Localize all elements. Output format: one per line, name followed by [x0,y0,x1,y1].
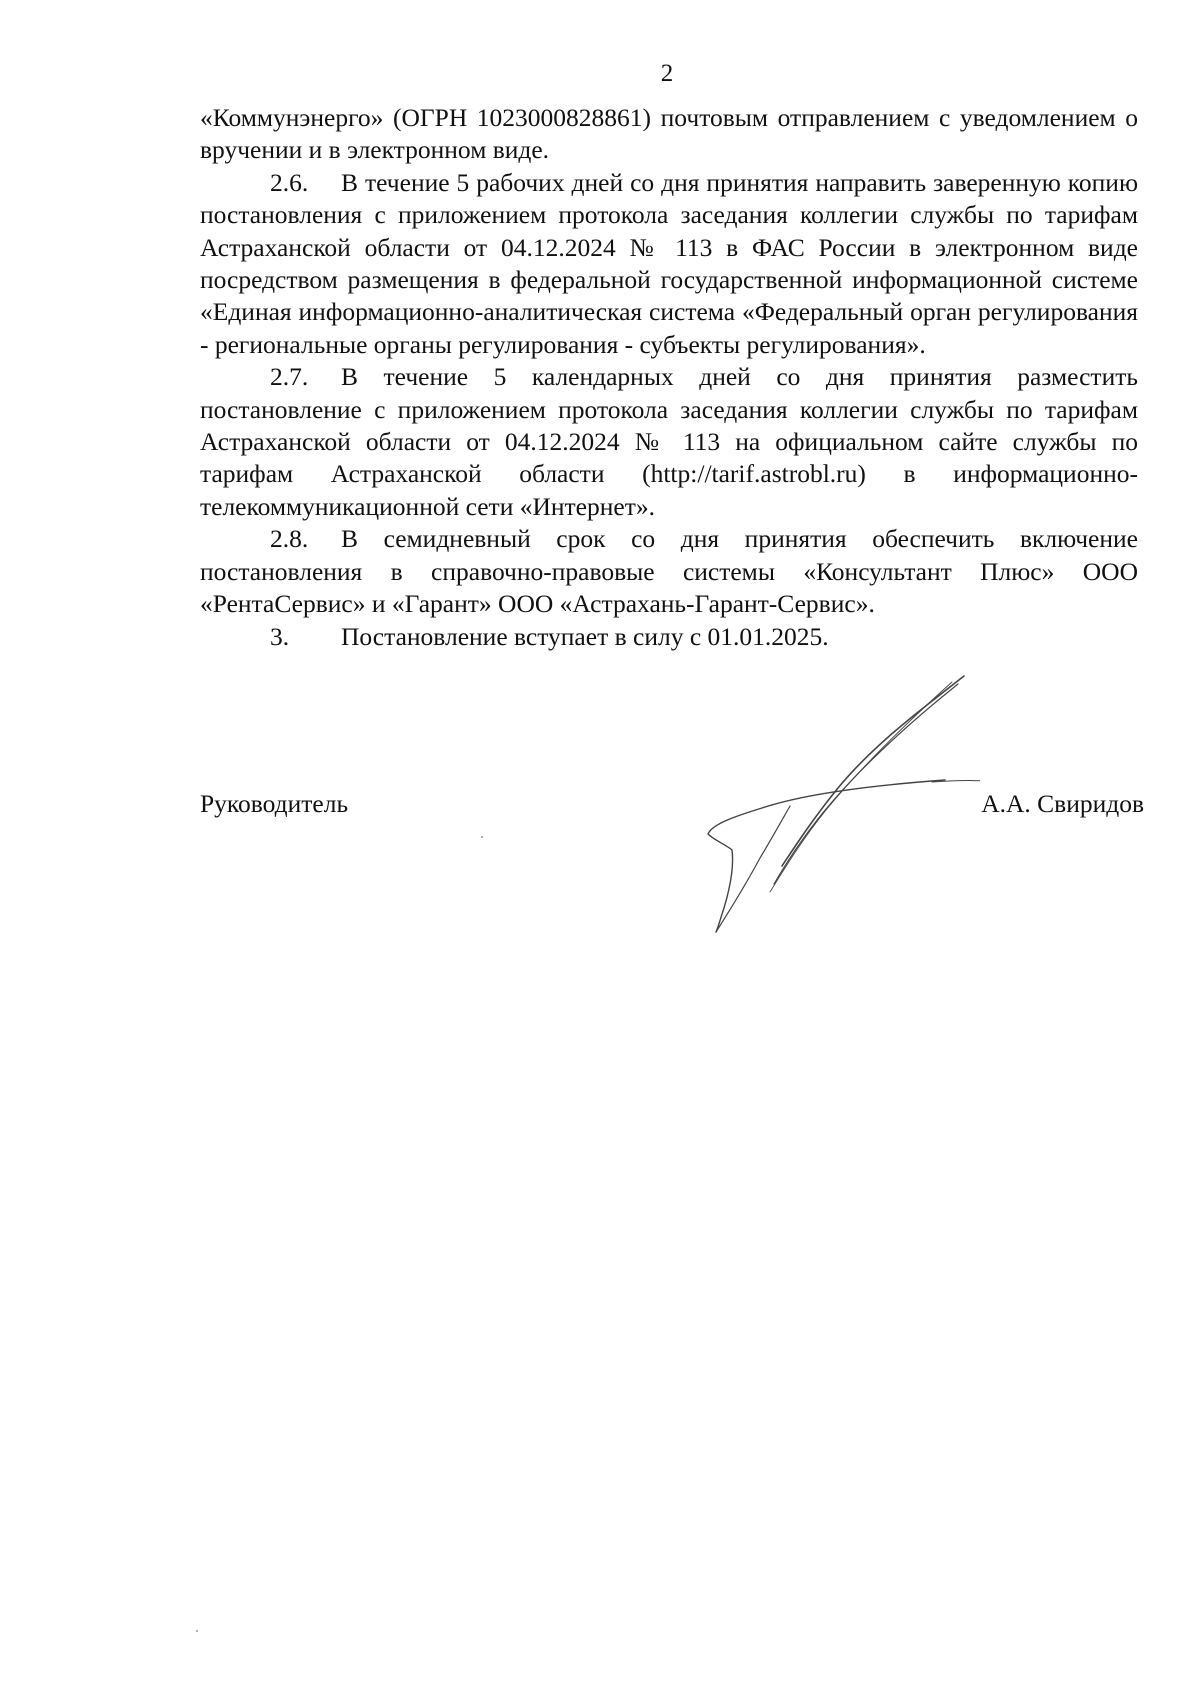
signatory-position: Руководитель [200,789,349,818]
paragraph-text: Постановление вступает в силу с 01.01.2025. [341,621,829,651]
handwritten-signature [690,670,980,960]
paragraph-text: В семидневный срок со дня принятия обеспечить включение постановления в справочно-правовые системы «Консультант Плюс» ООО «РентаСервис» и «Гарант» ООО «Астрахань-Гарант-Сервис». [200,524,1138,619]
signatory-name: А.А. Свиридов [981,789,1144,818]
paragraph-number: 2.6. [270,167,309,197]
paragraph-continuation [200,102,1138,167]
paragraph-number: 3. [270,621,290,651]
paragraph-text: В течение 5 рабочих дней со дня принятия направить заверенную копию постановления с приложением протокола заседания коллегии службы по тарифам Астраханской области от 04.12.2024 № 113 в ФАС России в электронном виде посредством размещения в федеральной государственной информационной системе «Единая информационно-аналитическая система «Федеральный орган регулирования - региональные органы регулирования - субъекты регулирования». [200,167,1138,359]
paragraph-2-6 [200,167,1138,361]
paragraph-2-7 [200,361,1138,523]
document-body [200,102,1138,653]
page-number: 2 [660,60,674,87]
scan-speck [481,836,483,838]
paragraph-text: В течение 5 календарных дней со дня принятия разместить постановление с приложением протокола заседания коллегии службы по тарифам Астраханской области от 04.12.2024 № 113 на официальном сайте службы по тарифам Астраханской области (http://tarif.astrobl.ru) в информационно-телекоммуникационной сети «Интернет». [200,362,1138,521]
paragraph-3 [200,621,1138,653]
scan-speck [196,1630,198,1632]
paragraph-number: 2.8. [270,524,309,554]
paragraph-2-8 [200,523,1138,620]
paragraph-number: 2.7. [270,362,309,392]
paragraph-text: «Коммунэнерго» (ОГРН 1023000828861) почтовым отправлением с уведомлением о вручении и в электронном виде. [200,103,1138,165]
